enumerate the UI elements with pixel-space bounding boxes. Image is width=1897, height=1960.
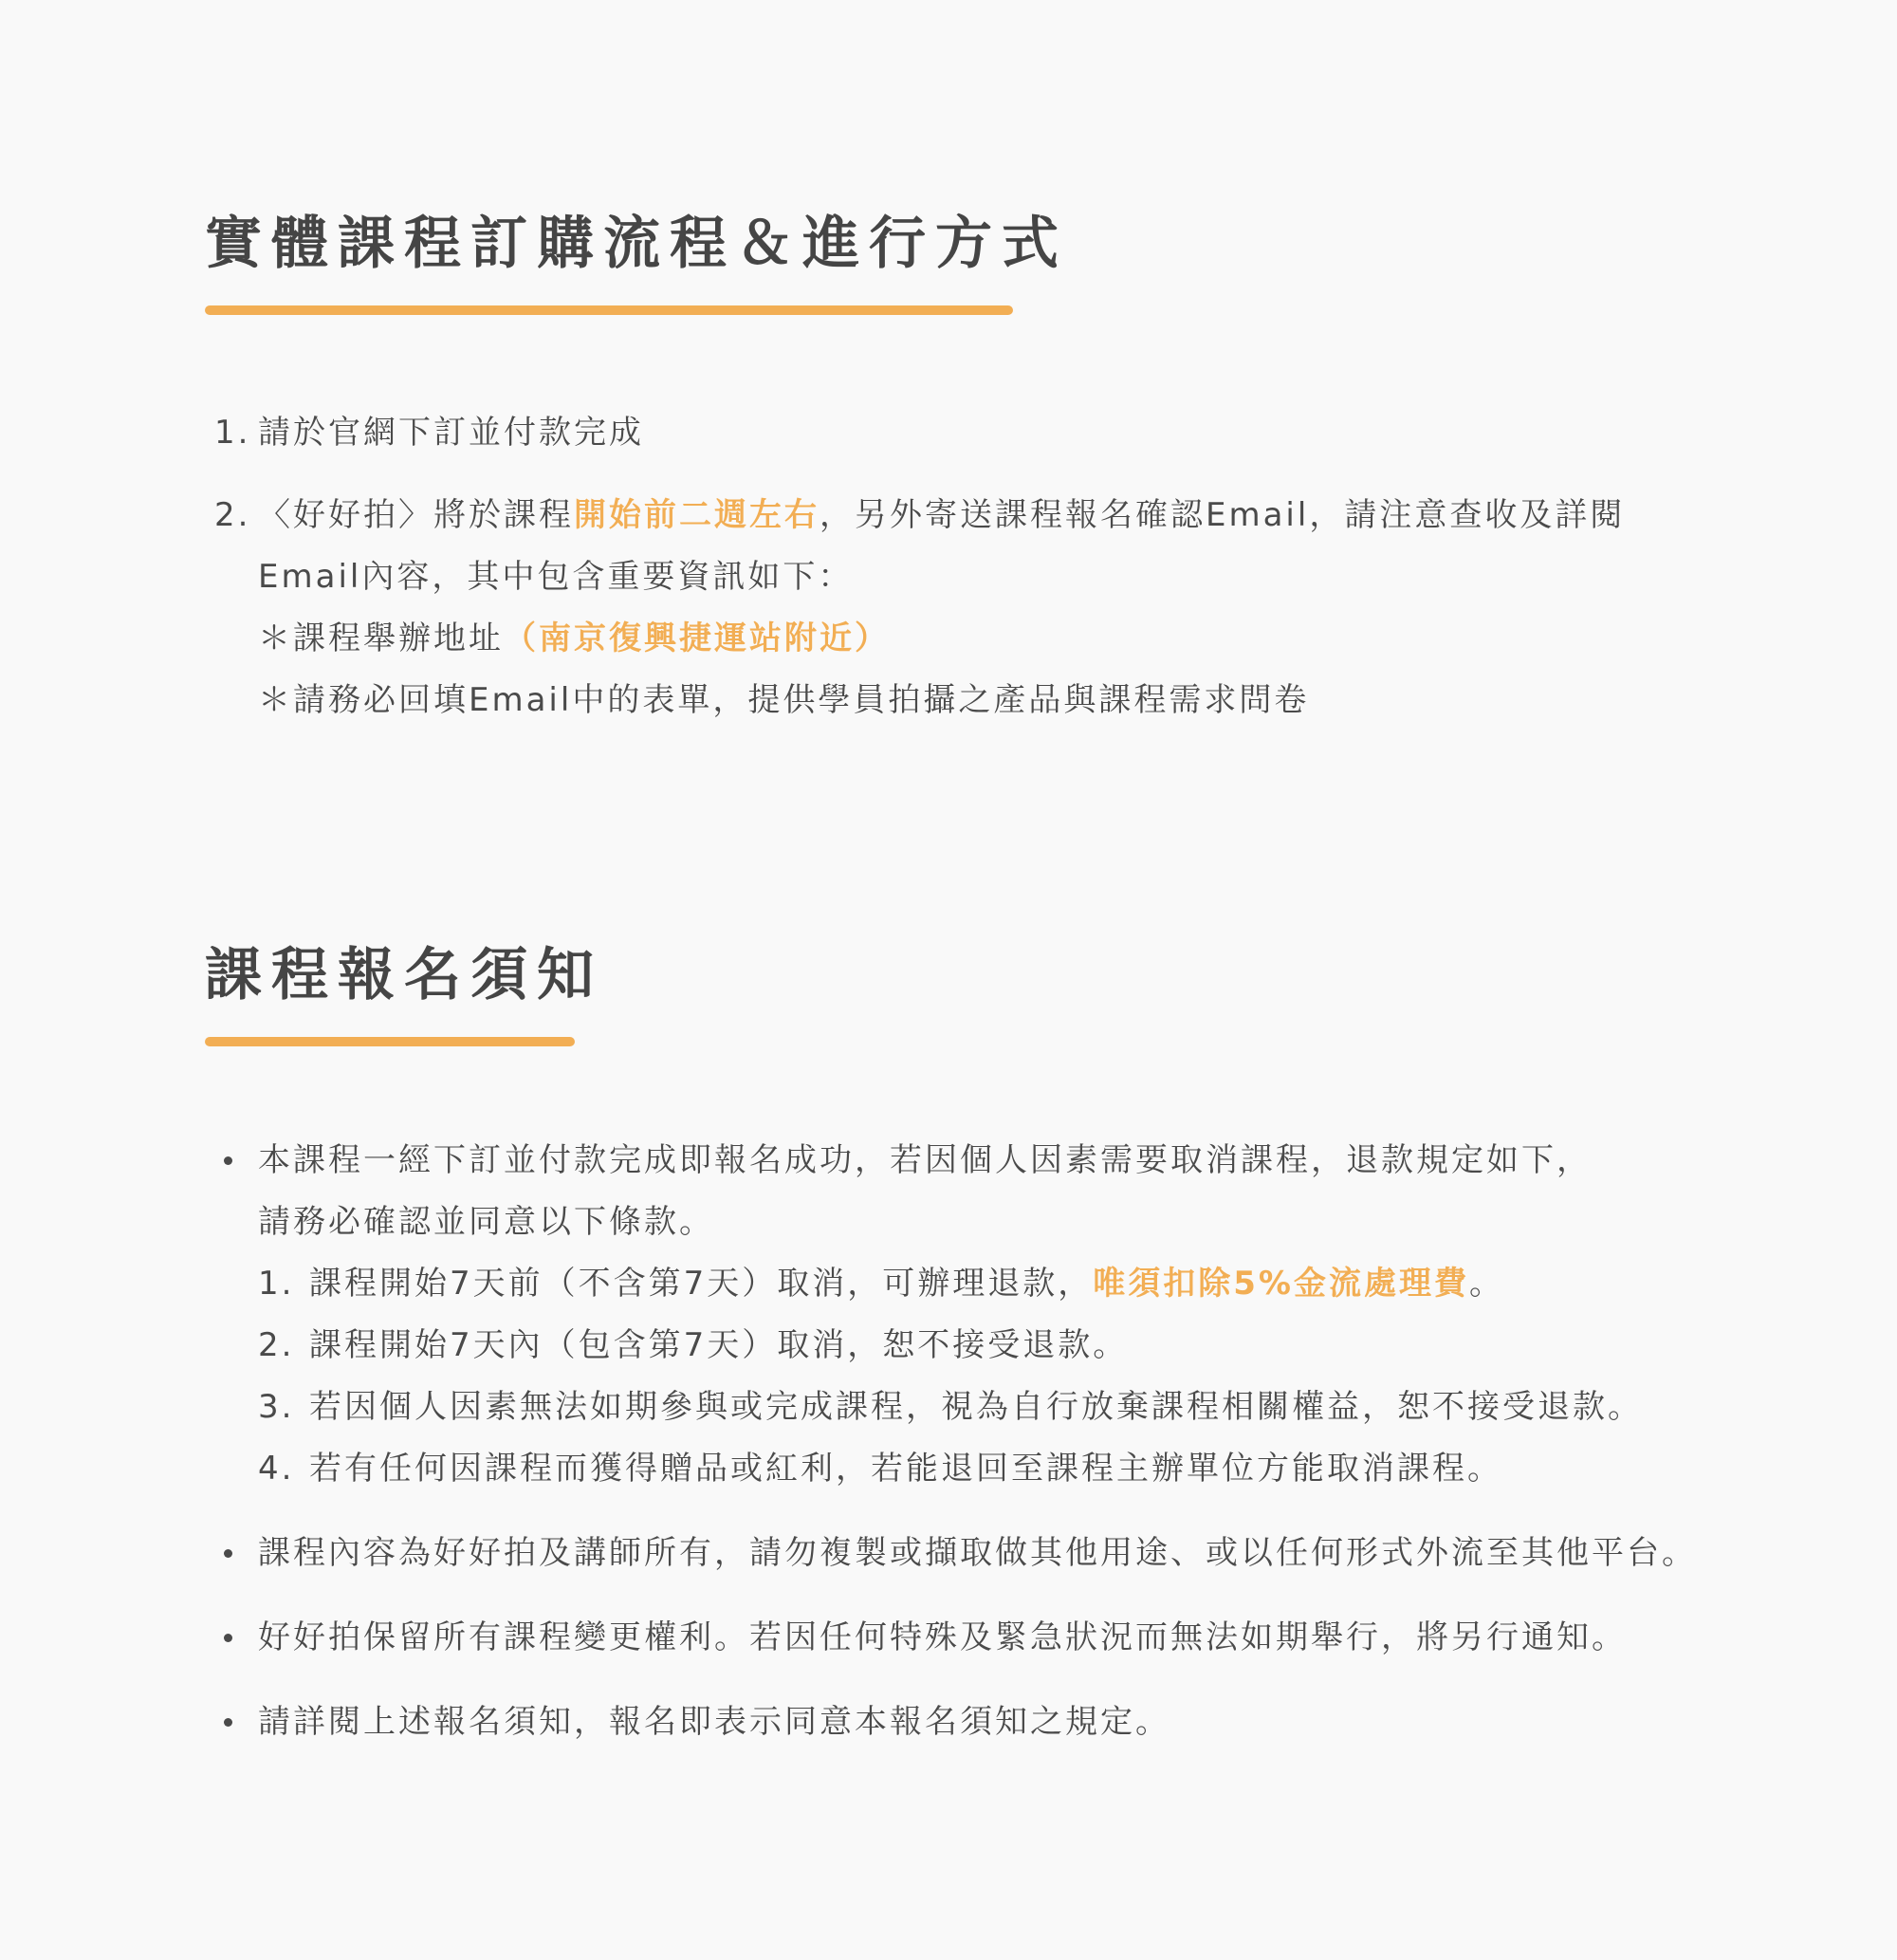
step-text-continued: Email內容，其中包含重要資訊如下： [258, 558, 854, 596]
highlight-text: （南京復興捷運站附近） [504, 619, 890, 657]
step-item [205, 402, 1722, 464]
notice-list [205, 1130, 1722, 1753]
rule-number: 2. [258, 1326, 295, 1364]
bullet-icon [224, 1634, 232, 1642]
highlight-text: 開始前二週左右 [574, 496, 820, 534]
step-text: 〈好好拍〉將於課程開始前二週左右，另外寄送課程報名確認Email，請注意查收及詳閱 [258, 496, 1626, 534]
rule-number: 1. [258, 1265, 295, 1303]
refund-rule-item: 2. 課程開始7天內（包含第7天）取消，恕不接受退款。 [205, 1315, 1722, 1377]
step-number: 1. [214, 414, 251, 452]
note-address: ＊課程舉辦地址（南京復興捷運站附近） [258, 619, 890, 657]
rule-number: 3. [258, 1388, 295, 1426]
steps-list [205, 402, 1722, 731]
section-heading: 實體課程訂購流程＆進行方式 [205, 211, 1068, 277]
note-form: ＊請務必回填Email中的表單，提供學員拍攝之產品與課程需求問卷 [258, 681, 1310, 719]
refund-rule-item: 3. 若因個人因素無法如期參與或完成課程，視為自行放棄課程相關權益，恕不接受退款。 [205, 1377, 1722, 1438]
registration-notice-section [205, 933, 1722, 1753]
step-number: 2. [214, 496, 251, 534]
section-heading: 課程報名須知 [205, 942, 603, 1008]
list-item: 本課程一經下訂並付款完成即報名成功，若因個人因素需要取消課程，退款規定如下， 請務必確認並同意以下條款。 [205, 1130, 1722, 1253]
ordering-process-section [205, 201, 1722, 731]
highlight-text: 唯須扣除5%金流處理費 [1093, 1265, 1469, 1303]
step-item [205, 485, 1722, 731]
bullet-icon [224, 1156, 232, 1165]
list-item: 課程內容為好好拍及講師所有，請勿複製或擷取做其他用途、或以任何形式外流至其他平台。 [205, 1523, 1722, 1584]
step-text: 請於官網下訂並付款完成 [258, 414, 644, 452]
heading-underline [205, 305, 1013, 315]
refund-rule-item: 4. 若有任何因課程而獲得贈品或紅利，若能退回至課程主辦單位方能取消課程。 [205, 1438, 1722, 1500]
heading-underline [205, 1037, 575, 1046]
rule-number: 4. [258, 1450, 295, 1488]
bullet-icon [224, 1549, 232, 1558]
bullet-icon [224, 1718, 232, 1727]
refund-rule-item: 1. 課程開始7天前（不含第7天）取消，可辦理退款，唯須扣除5%金流處理費。 [205, 1253, 1722, 1315]
list-item: 好好拍保留所有課程變更權利。若因任何特殊及緊急狀況而無法如期舉行，將另行通知。 [205, 1607, 1722, 1669]
list-item: 請詳閱上述報名須知，報名即表示同意本報名須知之規定。 [205, 1692, 1722, 1753]
